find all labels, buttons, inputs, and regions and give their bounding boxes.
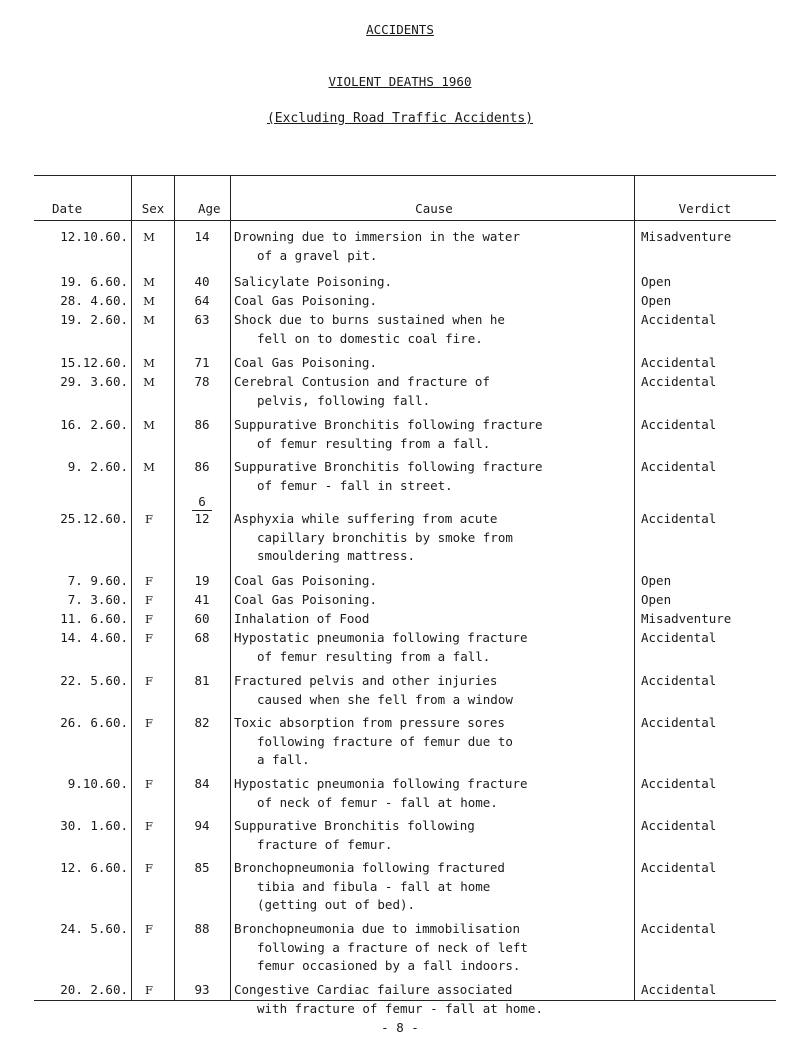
cell-age xyxy=(174,494,230,529)
table-title: VIOLENT DEATHS 1960 xyxy=(328,74,472,89)
cell-sex: F xyxy=(145,716,153,730)
cell-age: 81 xyxy=(194,673,210,688)
cause-line: Suppurative Bronchitis following fracture xyxy=(234,459,543,474)
cell-verdict: Accidental xyxy=(641,630,717,645)
column-divider xyxy=(634,176,635,1000)
cause-line: Suppurative Bronchitis following xyxy=(234,818,475,833)
cell-cause xyxy=(234,672,634,709)
cell-verdict: Accidental xyxy=(641,776,717,791)
cell-verdict: Accidental xyxy=(641,355,717,370)
cell-sex: F xyxy=(145,819,153,833)
cell-date: 12.10.60. xyxy=(60,229,128,244)
page-number: - 8 - xyxy=(381,1020,419,1035)
cell-verdict: Accidental xyxy=(641,511,717,526)
cell-verdict: Accidental xyxy=(641,459,717,474)
cell-age: 84 xyxy=(194,776,210,791)
cause-line: (getting out of bed). xyxy=(257,897,416,912)
cause-line: of neck of femur - fall at home. xyxy=(257,794,498,810)
cell-verdict: Open xyxy=(641,293,672,308)
cause-line: Hypostatic pneumonia following fracture xyxy=(234,630,528,645)
cell-verdict: Misadventure xyxy=(641,229,732,244)
header-age: Age xyxy=(198,201,221,216)
cell-age: 64 xyxy=(194,293,210,308)
cell-date: 9. 2.60. xyxy=(67,459,128,474)
cause-line: of femur resulting from a fall. xyxy=(257,648,491,664)
cell-date: 11. 6.60. xyxy=(60,611,128,626)
cell-date: 7. 3.60. xyxy=(67,592,128,607)
cause-line: capillary bronchitis by smoke from xyxy=(257,529,513,545)
cause-line: of femur - fall in street. xyxy=(257,477,453,493)
cell-date: 29. 3.60. xyxy=(60,374,128,389)
cell-age: 40 xyxy=(194,274,210,289)
cause-line: Suppurative Bronchitis following fracture xyxy=(234,417,543,432)
cause-line: of a gravel pit. xyxy=(257,247,378,263)
cell-cause xyxy=(234,416,634,453)
cell-date: 15.12.60. xyxy=(60,355,128,370)
age-fraction xyxy=(192,494,211,527)
age-denominator: 12 xyxy=(194,511,210,526)
cause-line: Shock due to burns sustained when he xyxy=(234,312,505,327)
cell-sex: F xyxy=(145,983,153,997)
cell-verdict: Accidental xyxy=(641,417,717,432)
header-divider xyxy=(34,220,776,221)
cell-date: 9.10.60. xyxy=(67,776,128,791)
cell-verdict: Accidental xyxy=(641,374,717,389)
cause-line: Drowning due to immersion in the water xyxy=(234,229,520,244)
cell-sex: F xyxy=(145,574,153,588)
cell-sex: F xyxy=(145,593,153,607)
cell-cause xyxy=(234,817,634,854)
cause-line: Asphyxia while suffering from acute xyxy=(234,511,498,526)
cell-cause xyxy=(234,373,634,410)
cell-cause xyxy=(234,714,634,770)
cell-age: 60 xyxy=(194,611,210,626)
cell-sex: M xyxy=(143,275,155,289)
cell-cause xyxy=(234,920,634,976)
cell-sex: F xyxy=(145,612,153,626)
cell-date: 20. 2.60. xyxy=(60,982,128,997)
cell-sex: F xyxy=(145,631,153,645)
cell-cause xyxy=(234,610,634,629)
cell-verdict: Accidental xyxy=(641,673,717,688)
cell-cause xyxy=(234,775,634,812)
cell-verdict: Misadventure xyxy=(641,611,732,626)
cause-line: Coal Gas Poisoning. xyxy=(234,293,377,308)
cell-sex: F xyxy=(145,674,153,688)
cause-line: Bronchopneumonia following fractured xyxy=(234,860,505,875)
cell-date: 30. 1.60. xyxy=(60,818,128,833)
cell-sex: M xyxy=(143,356,155,370)
cause-line: pelvis, following fall. xyxy=(257,392,431,408)
cell-date: 19. 6.60. xyxy=(60,274,128,289)
cell-cause xyxy=(234,458,634,495)
cause-line: Fractured pelvis and other injuries xyxy=(234,673,498,688)
cell-verdict: Accidental xyxy=(641,860,717,875)
cell-sex: M xyxy=(143,460,155,474)
cell-cause xyxy=(234,859,634,915)
cell-cause xyxy=(234,981,634,1018)
cell-cause xyxy=(234,572,634,591)
header-verdict: Verdict xyxy=(678,201,732,216)
cell-verdict: Open xyxy=(641,274,672,289)
cause-line: following fracture of femur due to xyxy=(257,733,513,749)
cause-line: fracture of femur. xyxy=(257,836,393,852)
cell-date: 24. 5.60. xyxy=(60,921,128,936)
page-heading: ACCIDENTS xyxy=(366,22,434,37)
cell-age: 68 xyxy=(194,630,210,645)
cause-line: tibia and fibula - fall at home xyxy=(257,878,491,894)
cell-sex: F xyxy=(145,922,153,936)
cell-age: 78 xyxy=(194,374,210,389)
cell-date: 26. 6.60. xyxy=(60,715,128,730)
cause-line: caused when she fell from a window xyxy=(257,691,513,707)
cause-line: fell on to domestic coal fire. xyxy=(257,330,483,346)
cell-verdict: Accidental xyxy=(641,982,717,997)
cause-line: Salicylate Poisoning. xyxy=(234,274,393,289)
cell-verdict: Accidental xyxy=(641,715,717,730)
cause-line: following a fracture of neck of left xyxy=(257,939,528,955)
cell-cause xyxy=(234,510,634,566)
cell-verdict: Accidental xyxy=(641,818,717,833)
cell-date: 22. 5.60. xyxy=(60,673,128,688)
cause-line: Inhalation of Food xyxy=(234,611,370,626)
cell-date: 12. 6.60. xyxy=(60,860,128,875)
cell-age: 41 xyxy=(194,592,210,607)
cell-date: 14. 4.60. xyxy=(60,630,128,645)
cell-verdict: Open xyxy=(641,592,672,607)
cell-sex: M xyxy=(143,294,155,308)
cell-age: 85 xyxy=(194,860,210,875)
cell-date: 7. 9.60. xyxy=(67,573,128,588)
cause-line: Cerebral Contusion and fracture of xyxy=(234,374,490,389)
table-note: (Excluding Road Traffic Accidents) xyxy=(266,111,534,126)
cell-date: 25.12.60. xyxy=(60,511,128,526)
cause-line: a fall. xyxy=(257,752,310,767)
cell-cause xyxy=(234,273,634,292)
cell-verdict: Open xyxy=(641,573,672,588)
cell-age: 86 xyxy=(194,417,210,432)
age-numerator: 6 xyxy=(192,494,211,511)
cell-sex: F xyxy=(145,512,153,526)
cell-cause xyxy=(234,311,634,348)
cell-age: 63 xyxy=(194,312,210,327)
cause-line: femur occasioned by a fall indoors. xyxy=(257,958,521,973)
cause-line: with fracture of femur - fall at home. xyxy=(257,1000,543,1016)
cause-line: Bronchopneumonia due to immobilisation xyxy=(234,921,520,936)
cell-date: 16. 2.60. xyxy=(60,417,128,432)
cause-line: smouldering mattress. xyxy=(257,548,416,563)
column-divider xyxy=(230,176,231,1000)
cell-cause xyxy=(234,354,634,373)
cell-age: 71 xyxy=(194,355,210,370)
cell-age: 82 xyxy=(194,715,210,730)
cell-sex: M xyxy=(143,230,155,244)
cause-line: Coal Gas Poisoning. xyxy=(234,573,377,588)
cell-cause xyxy=(234,629,634,666)
cell-age: 86 xyxy=(194,459,210,474)
cause-line: Congestive Cardiac failure associated xyxy=(234,982,513,997)
cause-line: Hypostatic pneumonia following fracture xyxy=(234,776,528,791)
cell-sex: F xyxy=(145,777,153,791)
cause-line: Coal Gas Poisoning. xyxy=(234,592,377,607)
header-sex: Sex xyxy=(141,201,165,216)
cell-sex: M xyxy=(143,418,155,432)
cell-age: 19 xyxy=(194,573,210,588)
cell-cause xyxy=(234,228,634,265)
cell-verdict: Accidental xyxy=(641,312,717,327)
cell-sex: F xyxy=(145,861,153,875)
cell-age: 14 xyxy=(194,229,210,244)
cell-age: 94 xyxy=(194,818,210,833)
cell-date: 28. 4.60. xyxy=(60,293,128,308)
cell-cause xyxy=(234,591,634,610)
cause-line: Coal Gas Poisoning. xyxy=(234,355,377,370)
header-date: Date xyxy=(52,201,83,216)
cause-line: Toxic absorption from pressure sores xyxy=(234,715,505,730)
violent-deaths-table xyxy=(34,175,776,1016)
header-cause: Cause xyxy=(415,201,453,216)
cell-age: 88 xyxy=(194,921,210,936)
cell-verdict: Accidental xyxy=(641,921,717,936)
cell-sex: M xyxy=(143,313,155,327)
cell-cause xyxy=(234,292,634,311)
cell-sex: M xyxy=(143,375,155,389)
cell-age: 93 xyxy=(194,982,210,997)
cause-line: of femur resulting from a fall. xyxy=(257,435,491,451)
cell-date: 19. 2.60. xyxy=(60,312,128,327)
